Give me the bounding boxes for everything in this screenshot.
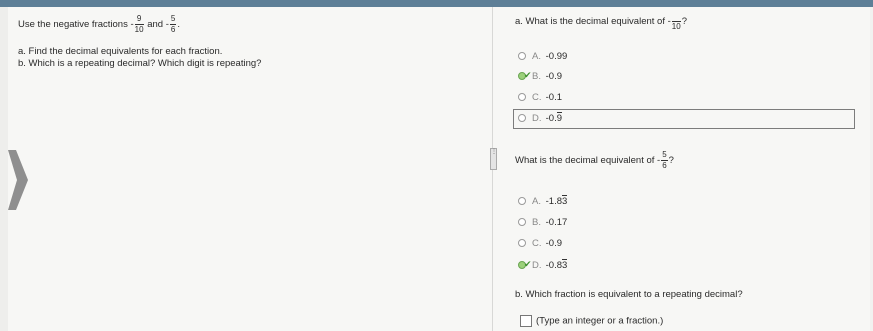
q1-sign: -: [667, 16, 671, 28]
answer-row: [520, 315, 663, 328]
radio-icon[interactable]: [518, 52, 526, 60]
radio-icon[interactable]: [518, 93, 526, 101]
q2-prefix: What is the decimal equivalent of: [515, 155, 655, 167]
radio-icon[interactable]: [518, 114, 526, 122]
repeating-digit: 9: [556, 113, 563, 124]
question-3-prompt: b. Which fraction is equivalent to a repeating decimal?: [515, 289, 743, 300]
option-value: -0.: [545, 113, 557, 124]
frac2-den: 6: [170, 25, 176, 34]
radio-icon[interactable]: [518, 239, 526, 247]
checkmark-icon: ✔: [524, 259, 532, 269]
option-highlight-box: [513, 109, 855, 129]
frac1-den: 10: [134, 25, 144, 34]
q2-suffix: ?: [668, 155, 674, 167]
left-edge: [0, 7, 8, 331]
option-letter: B.: [532, 71, 541, 82]
part-b-text: b. Which is a repeating decimal? Which digit is repeating?: [18, 58, 262, 69]
frac2-num: 5: [170, 14, 176, 23]
option-value: -0.99: [545, 51, 568, 62]
option-value: -0.9: [545, 71, 563, 82]
option-letter: D.: [532, 113, 542, 124]
fraction-nine-tenths: [135, 15, 144, 34]
radio-icon[interactable]: [518, 218, 526, 226]
option-letter: C.: [532, 92, 542, 103]
option-letter: D.: [532, 260, 542, 271]
answer-input[interactable]: [520, 315, 532, 327]
and-text: and: [147, 19, 164, 31]
option-letter: B.: [532, 217, 541, 228]
part-a-text: a. Find the decimal equivalents for each fraction.: [18, 46, 223, 57]
end-punct: .: [177, 19, 180, 31]
question-1-title: [515, 12, 687, 31]
checkmark-icon: ✔: [524, 70, 532, 80]
q1-den: 10: [671, 22, 681, 31]
q2-den: 6: [662, 161, 667, 170]
option-value: -1.8: [545, 196, 563, 207]
option-value: -0.1: [545, 92, 563, 103]
option-value: -0.17: [545, 217, 568, 228]
option-letter: C.: [532, 238, 542, 249]
frac1-num: 9: [135, 15, 144, 25]
q2-option-d[interactable]: [518, 260, 567, 272]
q2-sign: -: [657, 155, 661, 167]
frac2-sign: -: [165, 19, 169, 31]
q1-num: [672, 12, 681, 22]
q2-fraction: [661, 151, 667, 170]
radio-icon[interactable]: [518, 197, 526, 205]
q2-option-a[interactable]: [518, 196, 567, 208]
q2-num: 5: [662, 150, 667, 159]
q1-option-d[interactable]: [518, 113, 562, 125]
divider-handle-icon[interactable]: ⋮: [490, 148, 497, 170]
q1-suffix: ?: [681, 16, 687, 28]
q1-fraction: [672, 12, 681, 31]
repeating-digit: 3: [562, 260, 568, 271]
question-2-title: [515, 151, 674, 170]
q2-option-c[interactable]: [518, 238, 562, 250]
top-bar: [0, 0, 873, 7]
answer-hint: (Type an integer or a fraction.): [536, 315, 664, 327]
q1-prefix: a. What is the decimal equivalent of: [515, 16, 665, 28]
repeating-digit: 3: [562, 196, 568, 207]
option-letter: A.: [532, 196, 541, 207]
q1-option-a[interactable]: [518, 51, 567, 63]
frac1-sign: -: [130, 19, 134, 31]
q1-option-b[interactable]: [518, 71, 562, 83]
question-intro: [18, 15, 180, 34]
fraction-five-sixths: [170, 15, 176, 34]
q1-option-c[interactable]: [518, 92, 562, 104]
option-value: -0.8: [545, 260, 563, 271]
option-letter: A.: [532, 51, 541, 62]
intro-text: Use the negative fractions: [18, 19, 128, 31]
q2-option-b[interactable]: [518, 217, 567, 229]
option-value: -0.9: [545, 238, 563, 249]
